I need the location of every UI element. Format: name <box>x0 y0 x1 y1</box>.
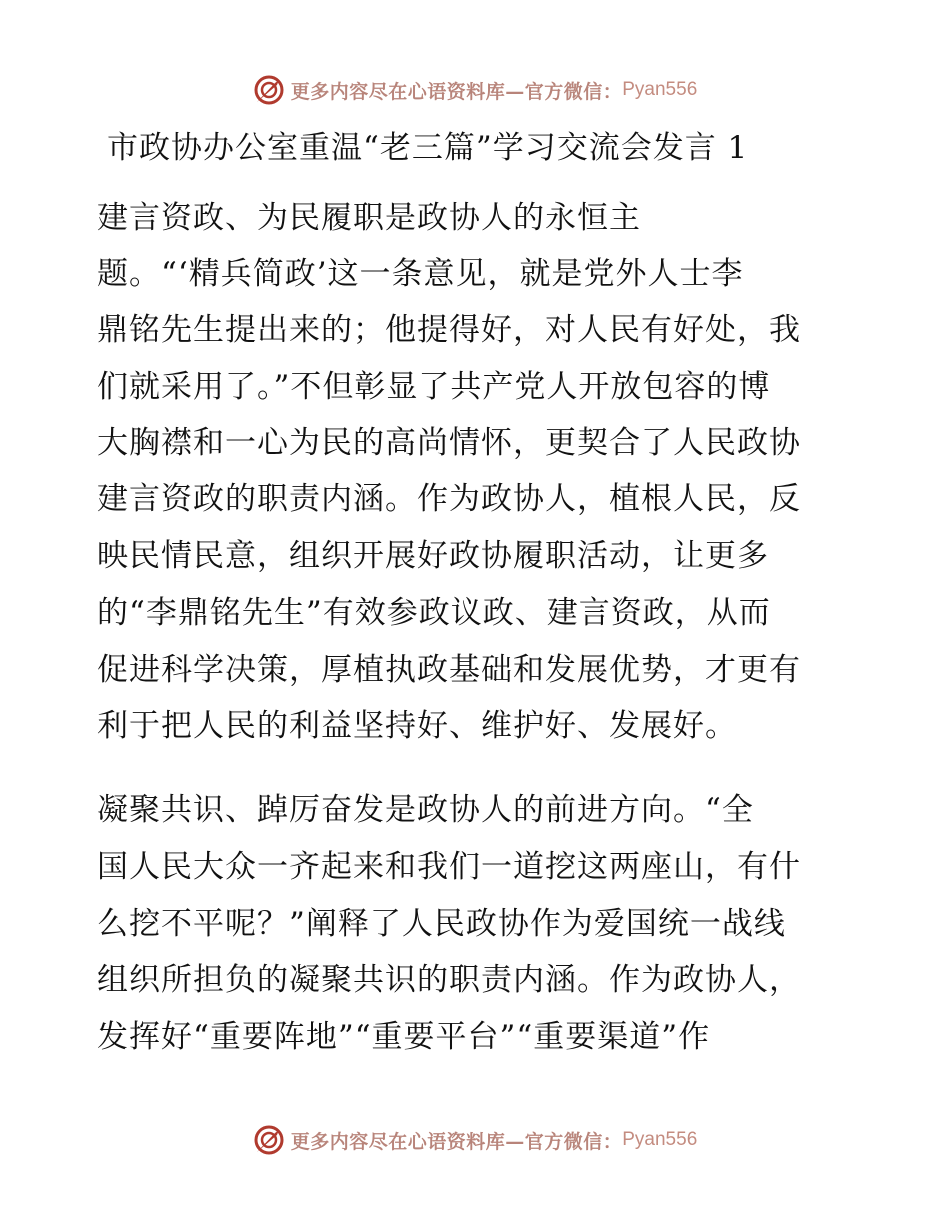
watermark-id: Pyan556 <box>622 1129 698 1150</box>
quill-logo-icon <box>253 74 285 106</box>
paragraph-line: 鼎铭先生提出来的；他提得好，对人民有好处，我 <box>97 312 801 348</box>
paragraph-line: 凝聚共识、踔厉奋发是政协人的前进方向。“全 <box>97 792 754 828</box>
quill-logo-icon <box>253 1124 285 1156</box>
watermark-id: Pyan556 <box>622 79 698 100</box>
watermark-header <box>0 70 950 110</box>
paragraph-line: 建言资政的职责内涵。作为政协人，植根人民，反 <box>97 481 801 517</box>
paragraph-line: 利于把人民的利益坚持好、维护好、发展好。 <box>97 708 737 744</box>
watermark-text: 更多内容尽在心语资料库—官方微信： <box>290 1130 623 1153</box>
paragraph-line: 组织所担负的凝聚共识的职责内涵。作为政协人， <box>97 962 801 998</box>
paragraph-line: 建言资政、为民履职是政协人的永恒主 <box>97 200 641 236</box>
paragraph-line: 国人民大众一齐起来和我们一道挖这两座山，有什 <box>97 849 801 885</box>
paragraph-line: 的“李鼎铭先生”有效参政议政、建言资政，从而 <box>97 595 771 631</box>
paragraph-line: 映民情民意，组织开展好政协履职活动，让更多 <box>97 538 769 574</box>
paragraph-line: 发挥好“重要阵地”“重要平台”“重要渠道”作 <box>97 1019 711 1055</box>
document-title: 市政协办公室重温“老三篇”学习交流会发言 1 <box>107 130 749 166</box>
watermark-text: 更多内容尽在心语资料库—官方微信： <box>290 80 623 103</box>
paragraph-line: 们就采用了。”不但彰显了共产党人开放包容的博 <box>97 369 771 405</box>
paragraph-line: 促进科学决策，厚植执政基础和发展优势，才更有 <box>97 652 801 688</box>
paragraph-line: 么挖不平呢？”阐释了人民政协作为爱国统一战线 <box>97 906 786 942</box>
watermark-footer <box>0 1120 950 1160</box>
paragraph-line: 题。“‘精兵简政’这一条意见，就是党外人士李 <box>97 256 744 292</box>
paragraph-line: 大胸襟和一心为民的高尚情怀，更契合了人民政协 <box>97 425 801 461</box>
